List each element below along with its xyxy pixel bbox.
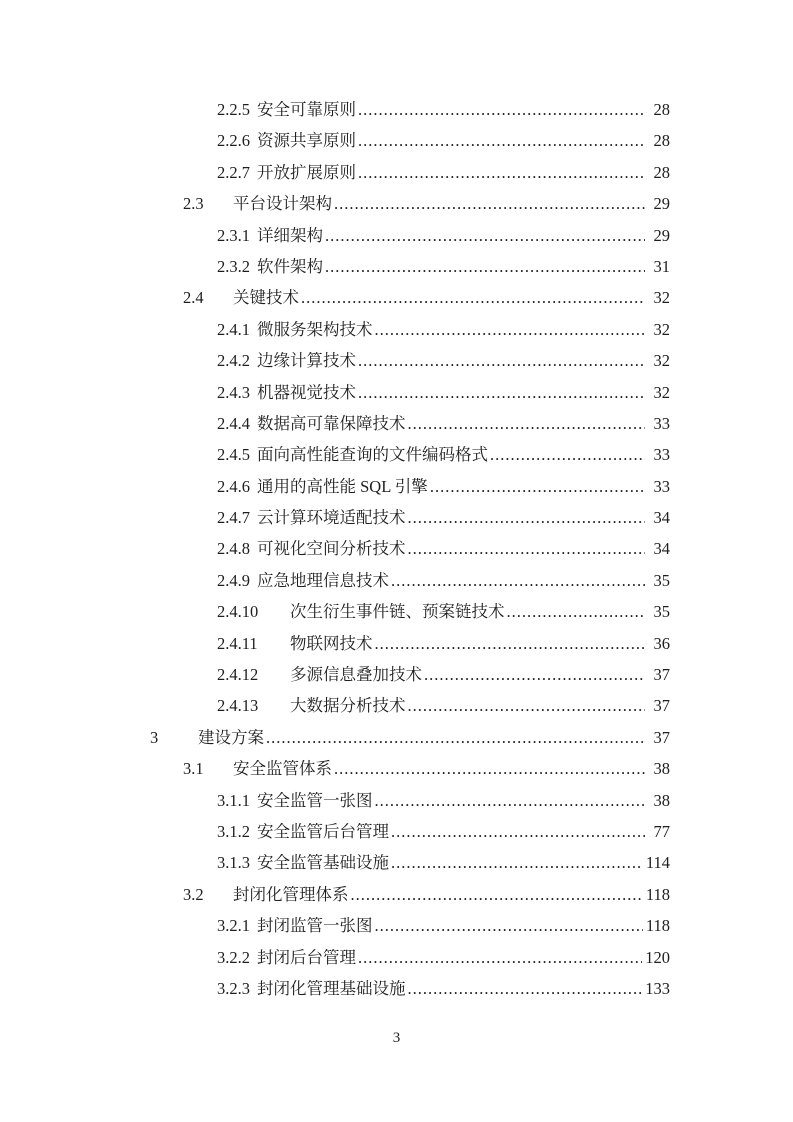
toc-entry-page: 34 — [653, 539, 670, 559]
toc-entry-title: 多源信息叠加技术 — [290, 665, 422, 685]
toc-entry-page: 35 — [653, 602, 670, 622]
toc-entry-number: 2.4.12 — [217, 665, 259, 685]
toc-entry-title: 安全监管基础设施 — [257, 853, 389, 873]
toc-entry[interactable] — [217, 816, 670, 847]
toc-entry-number: 2.4.2 — [217, 351, 250, 371]
toc-list — [150, 94, 670, 1004]
toc-entry-title: 微服务架构技术 — [257, 319, 373, 339]
toc-entry[interactable] — [217, 251, 670, 282]
toc-entry[interactable] — [217, 220, 670, 251]
toc-entry[interactable] — [217, 628, 670, 659]
dot-leader — [375, 785, 646, 816]
toc-entry[interactable] — [217, 314, 670, 345]
toc-entry-title: 关键技术 — [233, 288, 299, 308]
page-footer — [0, 1026, 793, 1050]
toc-entry[interactable] — [217, 502, 670, 533]
dot-leader — [408, 408, 646, 439]
toc-entry-number: 3 — [150, 727, 159, 747]
dot-leader — [358, 377, 645, 408]
toc-entry[interactable] — [183, 879, 670, 910]
dot-leader — [424, 659, 645, 690]
toc-entry-number: 2.3.1 — [217, 225, 250, 245]
toc-entry-title: 应急地理信息技术 — [257, 570, 389, 590]
toc-entry-number: 2.4.7 — [217, 508, 250, 528]
toc-entry-title: 开放扩展原则 — [257, 162, 356, 182]
dot-leader — [391, 816, 645, 847]
toc-entry-page: 37 — [653, 665, 670, 685]
toc-entry-number: 2.2.5 — [217, 100, 250, 119]
toc-entry-title: 次生衍生事件链、预案链技术 — [290, 602, 505, 622]
toc-entry-title: 封闭后台管理 — [257, 947, 356, 967]
toc-entry-title: 安全可靠原则 — [257, 100, 356, 119]
toc-entry[interactable] — [217, 157, 670, 188]
dot-leader — [358, 345, 645, 376]
toc-entry-number: 3.1.1 — [217, 790, 250, 810]
toc-entry-number: 2.4.11 — [217, 633, 258, 653]
dot-leader — [334, 753, 645, 784]
toc-entry-page: 33 — [653, 413, 670, 433]
dot-leader — [358, 157, 645, 188]
toc-entry-number: 3.1 — [183, 759, 204, 779]
toc-entry-page: 133 — [645, 978, 670, 998]
toc-entry-title: 安全监管后台管理 — [257, 821, 389, 841]
toc-entry-title: 详细架构 — [257, 225, 323, 245]
toc-entry-page: 77 — [653, 821, 670, 841]
toc-entry-title: 资源共享原则 — [257, 131, 356, 151]
toc-entry-page: 32 — [653, 382, 670, 402]
toc-entry-title: 大数据分析技术 — [290, 696, 406, 716]
page-number: 3 — [392, 1030, 401, 1046]
toc-entry-page: 37 — [653, 727, 670, 747]
dot-leader — [507, 596, 646, 627]
toc-entry-page: 32 — [653, 319, 670, 339]
dot-leader — [408, 690, 646, 721]
toc-entry[interactable] — [183, 282, 670, 313]
toc-entry[interactable] — [217, 533, 670, 564]
toc-entry-title: 边缘计算技术 — [257, 351, 356, 371]
toc-entry[interactable] — [217, 690, 670, 721]
toc-entry-page: 34 — [653, 508, 670, 528]
toc-entry-page: 37 — [653, 696, 670, 716]
toc-entry-title: 封闭监管一张图 — [257, 916, 373, 936]
toc-entry-title: 安全监管体系 — [233, 759, 332, 779]
toc-entry-title: 数据高可靠保障技术 — [257, 413, 406, 433]
toc-entry[interactable] — [217, 910, 670, 941]
toc-entry-number: 2.4.6 — [217, 476, 250, 496]
toc-entry-number: 3.2.3 — [217, 978, 250, 998]
toc-entry-title: 可视化空间分析技术 — [257, 539, 406, 559]
dot-leader — [358, 125, 645, 156]
toc-entry-page: 38 — [653, 790, 670, 810]
toc-entry[interactable] — [183, 188, 670, 219]
toc-entry-title: 通用的高性能 SQL 引擎 — [257, 476, 428, 496]
toc-entry-number: 2.4.3 — [217, 382, 250, 402]
toc-entry-number: 2.2.6 — [217, 131, 250, 151]
toc-entry-page: 36 — [653, 633, 670, 653]
toc-entry[interactable] — [217, 125, 670, 156]
toc-entry-number: 3.2 — [183, 884, 204, 904]
dot-leader — [375, 314, 646, 345]
toc-entry-page: 35 — [653, 570, 670, 590]
toc-entry-number: 3.2.1 — [217, 916, 250, 936]
toc-entry-page: 32 — [653, 351, 670, 371]
toc-entry-page: 114 — [645, 853, 670, 873]
toc-entry-title: 面向高性能查询的文件编码格式 — [257, 445, 488, 465]
toc-entry[interactable] — [217, 345, 670, 376]
dot-leader — [351, 879, 643, 910]
toc-entry-title: 封闭化管理基础设施 — [257, 978, 406, 998]
dot-leader — [391, 847, 643, 878]
toc-entry-number: 2.4 — [183, 288, 204, 308]
dot-leader — [301, 282, 645, 313]
toc-entry-number: 3.2.2 — [217, 947, 250, 967]
toc-entry-page: 29 — [653, 194, 670, 214]
dot-leader — [325, 251, 645, 282]
toc-entry-number: 3.1.2 — [217, 821, 250, 841]
toc-entry-page: 28 — [653, 162, 670, 182]
toc-entry-title: 软件架构 — [257, 256, 323, 276]
toc-entry-title: 建设方案 — [198, 727, 264, 747]
dot-leader — [408, 533, 646, 564]
dot-leader — [266, 722, 645, 753]
toc-entry[interactable] — [217, 659, 670, 690]
toc-entry[interactable] — [217, 94, 670, 125]
toc-entry-page: 118 — [645, 916, 670, 936]
toc-entry[interactable] — [150, 722, 670, 753]
toc-entry-page: 28 — [653, 100, 670, 119]
toc-entry-title: 平台设计架构 — [233, 194, 332, 214]
toc-entry-page: 31 — [653, 256, 670, 276]
toc-entry-page: 32 — [653, 288, 670, 308]
dot-leader — [375, 628, 646, 659]
toc-entry[interactable] — [217, 973, 670, 1004]
toc-entry[interactable] — [217, 439, 670, 470]
dot-leader — [490, 439, 645, 470]
toc-entry-number: 2.4.1 — [217, 319, 250, 339]
dot-leader — [325, 220, 645, 251]
toc-entry-page: 28 — [653, 131, 670, 151]
toc-entry[interactable] — [217, 847, 670, 878]
toc-entry-number: 2.4.4 — [217, 413, 250, 433]
toc-entry[interactable] — [217, 377, 670, 408]
toc-entry-title: 机器视觉技术 — [257, 382, 356, 402]
toc-entry-page: 38 — [653, 759, 670, 779]
toc-entry-page: 33 — [653, 445, 670, 465]
toc-entry[interactable] — [217, 471, 670, 502]
toc-entry-number: 2.2.7 — [217, 162, 250, 182]
toc-entry[interactable] — [217, 408, 670, 439]
toc-entry-title: 封闭化管理体系 — [233, 884, 349, 904]
toc-entry-number: 2.3.2 — [217, 256, 250, 276]
toc-entry[interactable] — [183, 753, 670, 784]
toc-entry[interactable] — [217, 785, 670, 816]
toc-entry-number: 2.4.5 — [217, 445, 250, 465]
toc-entry[interactable] — [217, 942, 670, 973]
dot-leader — [358, 94, 645, 125]
toc-entry-page: 33 — [653, 476, 670, 496]
dot-leader — [391, 565, 645, 596]
toc-entry-number: 2.4.9 — [217, 570, 250, 590]
dot-leader — [408, 973, 643, 1004]
toc-entry-page: 120 — [645, 947, 670, 967]
toc-entry-number: 2.4.13 — [217, 696, 259, 716]
toc-entry[interactable] — [217, 565, 670, 596]
dot-leader — [334, 188, 645, 219]
toc-entry[interactable] — [217, 596, 670, 627]
toc-entry-number: 2.4.8 — [217, 539, 250, 559]
dot-leader — [430, 471, 645, 502]
dot-leader — [375, 910, 643, 941]
dot-leader — [408, 502, 646, 533]
toc-entry-number: 2.3 — [183, 194, 204, 214]
toc-entry-page: 29 — [653, 225, 670, 245]
dot-leader — [358, 942, 642, 973]
toc-entry-number: 2.4.10 — [217, 602, 259, 622]
toc-entry-title: 云计算环境适配技术 — [257, 508, 406, 528]
toc-entry-title: 物联网技术 — [290, 633, 373, 653]
toc-entry-title: 安全监管一张图 — [257, 790, 373, 810]
toc-entry-page: 118 — [645, 884, 670, 904]
toc-entry-number: 3.1.3 — [217, 853, 250, 873]
